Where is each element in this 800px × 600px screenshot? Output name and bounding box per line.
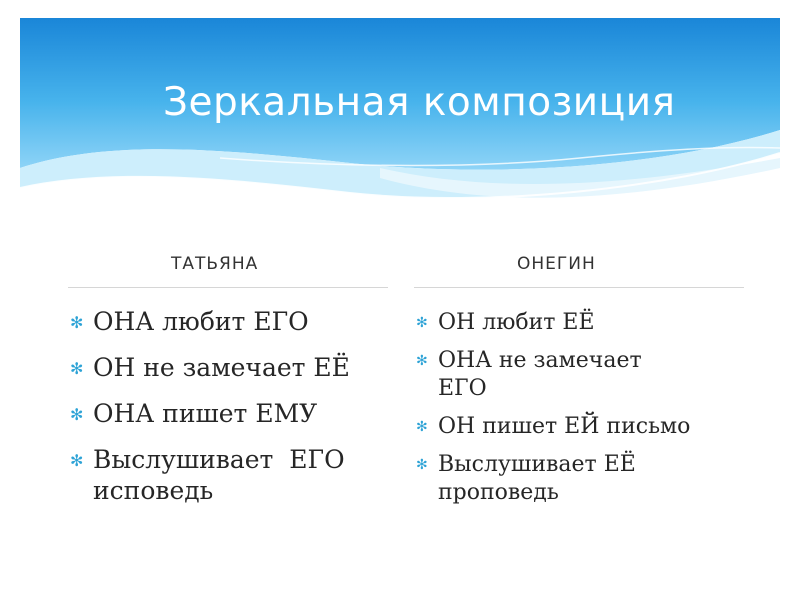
list-item-text: Выслушивает ЕГО исповедь bbox=[93, 445, 353, 505]
column-heading-tatyana: ТАТЬЯНА bbox=[171, 254, 259, 274]
column-heading-onegin: ОНЕГИН bbox=[517, 254, 596, 274]
asterisk-bullet-icon: ✻ bbox=[70, 359, 84, 378]
slide-title: Зеркальная композиция bbox=[163, 80, 676, 125]
asterisk-bullet-icon: ✻ bbox=[70, 405, 84, 424]
list-item-text: Выслушивает ЕЁ проповедь bbox=[438, 452, 636, 505]
list-item-text: ОН любит ЕЁ bbox=[438, 310, 595, 335]
list-item bbox=[70, 398, 390, 429]
tatyana-list bbox=[70, 306, 390, 521]
asterisk-bullet-icon: ✻ bbox=[416, 315, 428, 331]
asterisk-bullet-icon: ✻ bbox=[416, 353, 428, 369]
asterisk-bullet-icon: ✻ bbox=[70, 313, 84, 332]
list-item-text: ОНА не замечает ЕГО bbox=[438, 348, 642, 401]
list-item bbox=[70, 352, 390, 383]
list-item bbox=[416, 309, 746, 337]
list-item bbox=[416, 347, 746, 403]
list-item bbox=[416, 413, 746, 441]
onegin-list bbox=[416, 309, 746, 517]
header-banner bbox=[20, 18, 780, 228]
asterisk-bullet-icon: ✻ bbox=[70, 451, 84, 470]
asterisk-bullet-icon: ✻ bbox=[416, 457, 428, 473]
list-item bbox=[416, 451, 746, 507]
list-item-text: ОН не замечает ЕЁ bbox=[93, 353, 350, 382]
asterisk-bullet-icon: ✻ bbox=[416, 419, 428, 435]
list-item bbox=[70, 306, 390, 337]
list-item-text: ОНА любит ЕГО bbox=[93, 307, 309, 336]
list-item-text: ОН пишет ЕЙ письмо bbox=[438, 414, 691, 439]
column-divider-left bbox=[68, 287, 388, 288]
list-item bbox=[70, 444, 390, 506]
column-divider-right bbox=[414, 287, 744, 288]
list-item-text: ОНА пишет ЕМУ bbox=[93, 399, 318, 428]
